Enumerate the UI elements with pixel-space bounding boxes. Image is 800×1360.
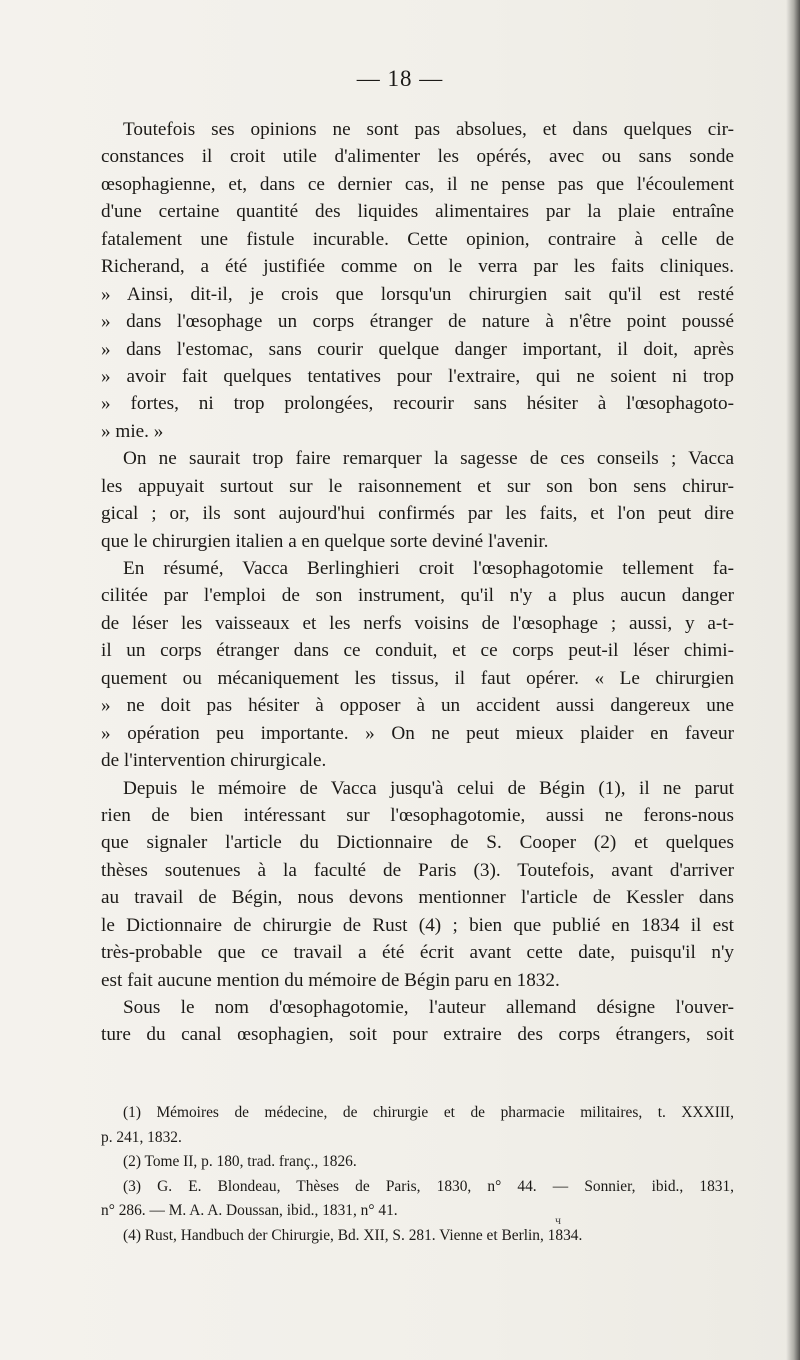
text-line: » dans l'œsophage un corps étranger de nature à n'être point poussé	[101, 311, 734, 333]
stray-mark: ч	[555, 1213, 562, 1227]
text-line: Toutefois ses opinions ne sont pas absolues, et dans quelques cir-	[123, 119, 734, 140]
text-line: » fortes, ni trop prolongées, recourir sans hésiter à l'œsophagoto-	[101, 393, 734, 415]
text-line: le Dictionnaire de chirurgie de Rust (4) ; bien que publié en 1834 il est	[101, 914, 734, 936]
text-line: que signaler l'article du Dictionnaire de S. Cooper (2) et quelques	[101, 832, 734, 854]
body-text	[101, 116, 734, 1049]
text-line: Richerand, a été justifiée comme on le verra par les faits cliniques.	[101, 256, 734, 278]
text-line: On ne saurait trop faire remarquer la sagesse de ces conseils ; Vacca	[123, 448, 734, 470]
text-line: » mie. »	[101, 420, 164, 442]
footnote-line: n° 286. — M. A. A. Doussan, ibid., 1831, n° 41.	[101, 1202, 398, 1220]
text-line: gical ; or, ils sont aujourd'hui confirmés par les faits, et l'on peut dire	[101, 503, 734, 525]
text-line: rien de bien intéressant sur l'œsophagotomie, aussi ne ferons-nous	[101, 804, 734, 826]
text-line: cilitée par l'emploi de son instrument, qu'il n'y a plus aucun danger	[101, 585, 734, 607]
text-line: Depuis le mémoire de Vacca jusqu'à celui de Bégin (1), il ne parut	[123, 777, 734, 799]
footnote-line: (1) Mémoires de médecine, de chirurgie et de pharmacie militaires, t. XXXIII,	[123, 1104, 734, 1121]
text-line: très-probable que ce travail a été écrit avant cette date, puisqu'il n'y	[101, 942, 734, 964]
text-line: quement ou mécaniquement les tissus, il faut opérer. « Le chirurgien	[101, 667, 734, 689]
footnotes	[101, 1101, 734, 1249]
text-line: » dans l'estomac, sans courir quelque danger important, il doit, après	[101, 338, 734, 360]
text-line: Sous le nom d'œsophagotomie, l'auteur allemand désigne l'ouver-	[123, 997, 734, 1018]
text-line: » Ainsi, dit-il, je crois que lorsqu'un chirurgien sait qu'il est resté	[101, 283, 734, 305]
text-line: » avoir fait quelques tentatives pour l'extraire, qui ne soient ni trop	[101, 365, 734, 387]
text-line: que le chirurgien italien a en quelque sorte deviné l'avenir.	[101, 530, 549, 552]
text-line: » ne doit pas hésiter à opposer à un accident aussi dangereux une	[101, 695, 734, 717]
text-line: œsophagienne, et, dans ce dernier cas, il ne pense pas que l'écoulement	[101, 173, 734, 195]
text-line: les appuyait surtout sur le raisonnement et sur son bon sens chirur-	[101, 475, 734, 497]
text-line: thèses soutenues à la faculté de Paris (3). Toutefois, avant d'arriver	[101, 859, 734, 881]
footnote-line: p. 241, 1832.	[101, 1128, 182, 1146]
text-line: au travail de Bégin, nous devons mentionner l'article de Kessler dans	[101, 887, 734, 909]
text-line: ture du canal œsophagien, soit pour extraire des corps étrangers, soit	[101, 1024, 734, 1046]
footnote-line: (4) Rust, Handbuch der Chirurgie, Bd. XII, S. 281. Vienne et Berlin, 1834.	[123, 1226, 583, 1244]
page-edge-shadow	[786, 0, 800, 1360]
text-line: est fait aucune mention du mémoire de Bégin paru en 1832.	[101, 969, 560, 991]
text-line: » opération peu importante. » On ne peut mieux plaider en faveur	[101, 722, 734, 744]
text-line: constances il croit utile d'alimenter les opérés, avec ou sans sonde	[101, 146, 734, 168]
text-line: d'une certaine quantité des liquides alimentaires par la plaie entraîne	[101, 201, 734, 223]
footnote-line: (3) G. E. Blondeau, Thèses de Paris, 1830, n° 44. — Sonnier, ibid., 1831,	[123, 1177, 734, 1195]
text-line: fatalement une fistule incurable. Cette opinion, contraire à celle de	[101, 228, 734, 250]
text-line: il un corps étranger dans ce conduit, et ce corps peut-il léser chimi-	[101, 640, 734, 662]
text-line: En résumé, Vacca Berlinghieri croit l'œsophagotomie tellement fa-	[123, 558, 734, 579]
footnote-line: (2) Tome II, p. 180, trad. franç., 1826.	[123, 1153, 357, 1171]
text-line: de l'intervention chirurgicale.	[101, 750, 327, 772]
text-line: de léser les vaisseaux et les nerfs voisins de l'œsophage ; aussi, y a-t-	[101, 612, 734, 634]
page-number: — 18 —	[356, 66, 444, 91]
